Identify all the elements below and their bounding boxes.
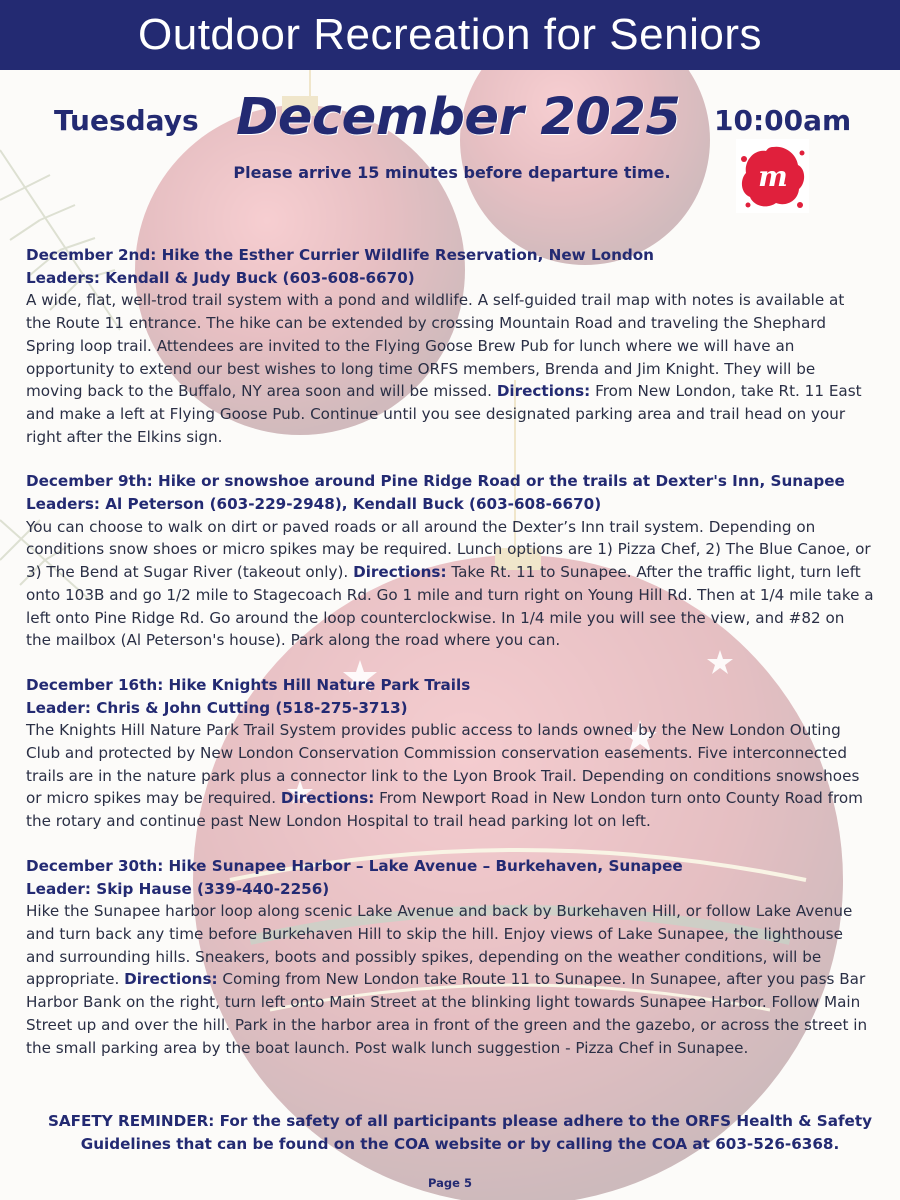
event-leaders: Leaders: Kendall & Judy Buck (603-608-6670) (26, 268, 415, 287)
event-description (26, 289, 874, 448)
schedule-month: December 2025 (236, 88, 681, 147)
event-description (26, 719, 874, 833)
page-number: Page 5 (428, 1176, 472, 1190)
directions-label: Directions: (280, 789, 375, 808)
event-item (26, 674, 874, 833)
event-title: December 2nd: Hike the Esther Currier Wildlife Reservation, New London (26, 246, 654, 264)
event-description-text: You can choose to walk on dirt or paved roads or all around the Dexter’s Inn trail system. Depending on conditions snow shoes or micro spikes may be required. Lunch options are 1) Pizza Chef, 2) The Blue Canoe, or 3) The Bend at Sugar River (takeout only). (26, 517, 871, 582)
meetup-logo[interactable] (736, 139, 809, 213)
event-description (26, 900, 874, 1059)
event-leaders: Leader: Skip Hause (339-440-2256) (26, 879, 330, 898)
event-directions: From New London, take Rt. 11 East and make a left at Flying Goose Pub. Continue until you see designated parking area and trail head on your right after the Elkins sign. (26, 382, 862, 446)
event-item (26, 855, 874, 1059)
page-title: Outdoor Recreation for Seniors (138, 10, 762, 59)
event-description (26, 516, 874, 652)
event-title: December 30th: Hike Sunapee Harbor – Lake Avenue – Burkehaven, Sunapee (26, 856, 683, 875)
meetup-logo-icon (736, 139, 809, 213)
safety-reminder (30, 1110, 890, 1155)
event-directions: From Newport Road in New London turn onto County Road from the rotary and continue past New London Hospital to trail head parking lot on left. (26, 789, 863, 831)
event-directions: Coming from New London take Route 11 to Sunapee. In Sunapee, after you pass Bar Harbor Bank on the right, turn left onto Main Street at the blinking light towards Sunapee Harbor. Follow Main Street up and over the hill. Park in the harbor area in front of the green and the gazebo, or across the street in the small parking area by the boat launch. Post walk lunch suggestion - Pizza Chef in Sunapee. (26, 970, 868, 1057)
event-description-text: The Knights Hill Nature Park Trail System provides public access to lands owned by the New London Outing Club and protected by New London Conservation Commission conservation easements. Five interconnected trails are in the nature park plus a connector link to the Lyon Brook Trail. Depending on conditions snowshoes or micro spikes may be required. (26, 721, 860, 808)
event-description-text: A wide, flat, well-trod trail system with a pond and wildlife. A self-guided trail map with notes is available at the Route 11 entrance. The hike can be extended by crossing Mountain Road and traveling the Shephard Spring loop trail. Attendees are invited to the Flying Goose Brew Pub for lunch where we will have an opportunity to extend our best wishes to long time ORFS members, Brenda and Jim Knight. They will be moving back to the Buffalo, NY area soon and will be missed. (26, 291, 845, 401)
event-leaders: Leaders: Al Peterson (603-229-2948), Kendall Buck (603-608-6670) (26, 495, 602, 514)
safety-reminder-line: Guidelines that can be found on the COA website or by calling the COA at 603-526-6368. (80, 1134, 840, 1153)
header-banner (0, 0, 900, 70)
event-title: December 9th: Hike or snowshoe around Pine Ridge Road or the trails at Dexter's Inn, Sunapee (26, 472, 845, 491)
event-title: December 16th: Hike Knights Hill Nature Park Trails (26, 675, 471, 694)
events-list (26, 244, 874, 1081)
meeting-time: 10:00am (714, 104, 852, 137)
event-description-text: Hike the Sunapee harbor loop along scenic Lake Avenue and back by Burkehaven Hill, or follow Lake Avenue and turn back any time before Burkehaven Hill to skip the hill. Enjoy views of Lake Sunapee, the lighthouse and surrounding hills. Sneakers, boots and possibly spikes, depending on the weather conditions, will be appropriate. (26, 902, 853, 989)
event-item (26, 470, 874, 652)
directions-label: Directions: (496, 382, 591, 401)
event-directions: Take Rt. 11 to Sunapee. After the traffic light, turn left onto 103B and go 1/2 mile to Stagecoach Rd. Go 1 mile and turn right on Young Hill Rd. Then at 1/4 mile take a left onto Pine Ridge Rd. Go around the loop counterclockwise. In 1/4 mile you will see the view, and #82 on the mailbox (Al Peterson's house). Park along the road where you can. (26, 563, 874, 650)
safety-reminder-line: SAFETY REMINDER: For the safety of all participants please adhere to the ORFS Health & Safety (47, 1112, 873, 1130)
arrival-note-text: Please arrive 15 minutes before departure time. (233, 163, 671, 182)
directions-label: Directions: (353, 563, 447, 582)
directions-label: Directions: (124, 970, 218, 989)
meeting-day: Tuesdays (54, 104, 199, 137)
event-item (26, 244, 874, 448)
event-leaders: Leader: Chris & John Cutting (518-275-3713) (26, 698, 408, 717)
meetup-logo-letter: m (758, 160, 788, 193)
